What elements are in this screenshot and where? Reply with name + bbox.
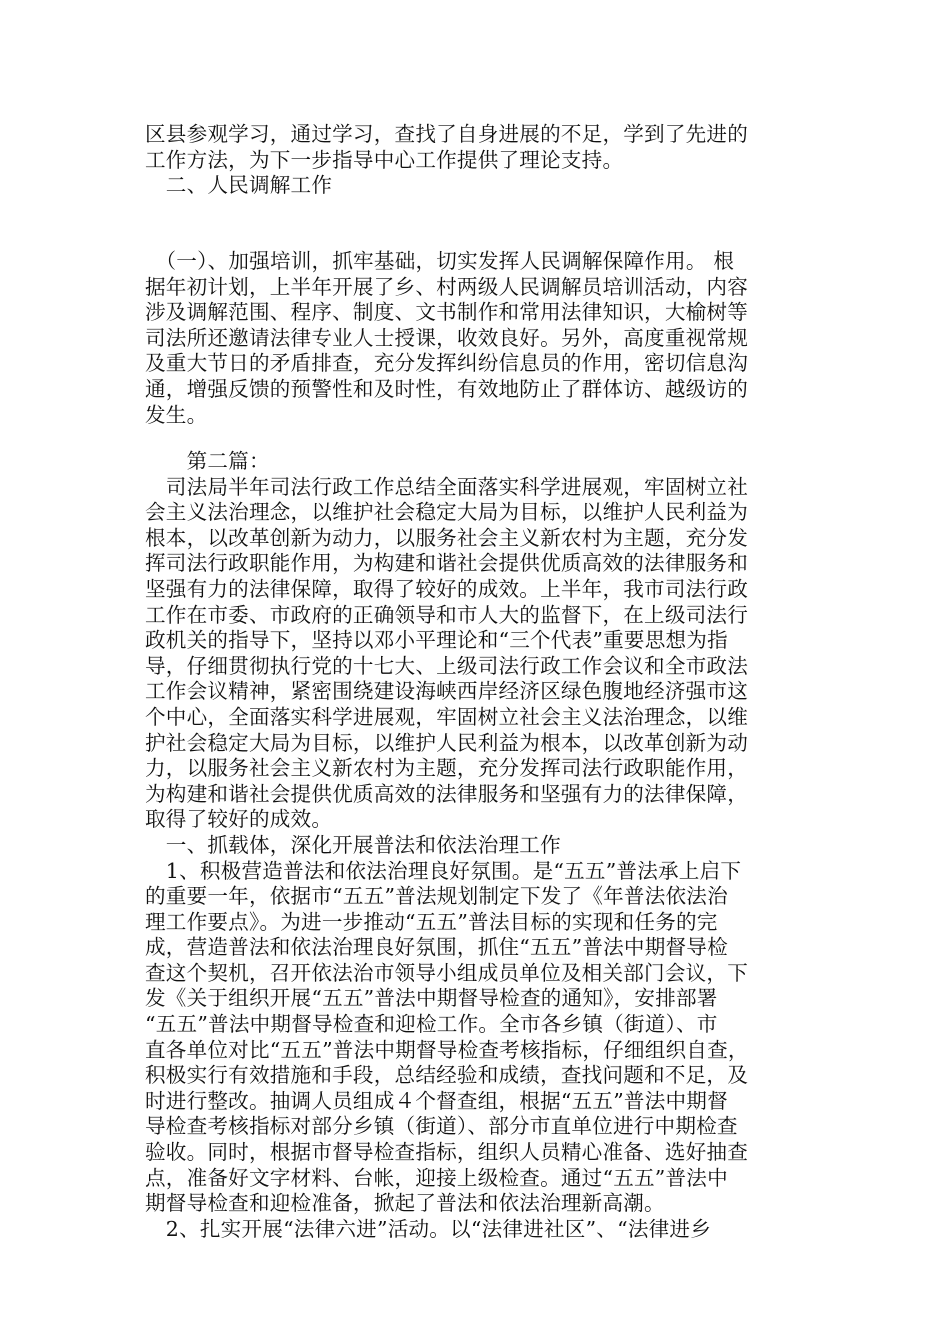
text-line: 发生。 — [145, 402, 208, 427]
text-line: 期督导检查和迎检准备，掀起了普法和依法治理新高潮。 — [145, 1191, 665, 1216]
text-line: 2、扎实开展“法律六进”活动。以“法律进社区”、“法律进乡 — [145, 1216, 711, 1241]
text-line: 成，营造普法和依法治理良好氛围，抓住“五五”普法中期督导检 — [145, 935, 728, 960]
text-block-2 — [145, 249, 810, 428]
section-heading: 一、抓载体，深化开展普法和依法治理工作 — [145, 832, 561, 857]
text-line: 理工作要点》。为进一步推动“五五”普法目标的实现和任务的完 — [145, 909, 718, 934]
text-line: 涉及调解范围、程序、制度、文书制作和常用法律知识，大榆树等 — [145, 300, 749, 325]
text-line: 工作会议精神，紧密围绕建设海峡西岸经济区绿色腹地经济强市这 — [145, 679, 749, 704]
text-line: 验收。同时，根据市督导检查指标，组织人员精心准备、选好抽查 — [145, 1140, 749, 1165]
text-line: 导，仔细贯彻执行党的十七大、上级司法行政工作会议和全市政法 — [145, 653, 749, 678]
text-line: 挥司法行政职能作用，为构建和谐社会提供优质高效的法律服务和 — [145, 551, 749, 576]
section-heading: 二、人民调解工作 — [145, 173, 333, 198]
text-line: 发《关于组织开展“五五”普法中期督导检查的通知》，安排部署 — [145, 986, 718, 1011]
text-line: 工作方法，为下一步指导中心工作提供了理论支持。 — [145, 147, 624, 172]
text-line: 导检查考核指标对部分乡镇（街道）、部分市直单位进行中期检查 — [145, 1114, 738, 1139]
text-line: 取得了较好的成效。 — [145, 807, 333, 832]
text-line: 司法所还邀请法律专业人士授课，收效良好。另外，高度重视常规 — [145, 325, 749, 350]
text-line: 会主义法治理念，以维护社会稳定大局为目标，以维护人民利益为 — [145, 500, 749, 525]
text-line: 时进行整改。抽调人员组成４个督查组，根据“五五”普法中期督 — [145, 1088, 728, 1113]
text-line: 查这个契机，召开依法治市领导小组成员单位及相关部门会议，下 — [145, 960, 749, 985]
text-line: 政机关的指导下，坚持以邓小平理论和“三个代表”重要思想为指 — [145, 628, 728, 653]
text-line: 为构建和谐社会提供优质高效的法律服务和坚强有力的法律保障， — [145, 781, 749, 806]
text-line: 积极实行有效措施和手段，总结经验和成绩，查找问题和不足，及 — [145, 1063, 749, 1088]
text-line: 区县参观学习，通过学习，查找了自身进展的不足，学到了先进的 — [145, 122, 749, 146]
text-line: 工作在市委、市政府的正确领导和市人大的监督下，在上级司法行 — [145, 602, 749, 627]
text-line: 力，以服务社会主义新农村为主题，充分发挥司法行政职能作用， — [145, 756, 749, 781]
text-line: 点，准备好文字材料、台帐，迎接上级检查。通过“五五”普法中 — [145, 1165, 728, 1190]
text-line: 坚强有力的法律保障，取得了较好的成效。上半年，我市司法行政 — [145, 576, 749, 601]
text-line: “五五”普法中期督导检查和迎检工作。全市各乡镇（街道）、市 — [145, 1012, 718, 1037]
text-line: 个中心，全面落实科学进展观，牢固树立社会主义法治理念，以维 — [145, 704, 749, 729]
text-line: 通，增强反馈的预警性和及时性，有效地防止了群体访、越级访的 — [145, 376, 749, 401]
text-line: 护社会稳定大局为目标，以维护人民利益为根本，以改革创新为动 — [145, 730, 749, 755]
chapter-heading: 第二篇： — [145, 449, 270, 473]
text-block-3 — [145, 449, 810, 1242]
text-block-1 — [145, 122, 810, 199]
text-line: 据年初计划，上半年开展了乡、村两级人民调解员培训活动，内容 — [145, 274, 749, 299]
text-line: 及重大节日的矛盾排查，充分发挥纠纷信息员的作用，密切信息沟 — [145, 351, 749, 376]
text-line: 根本，以改革创新为动力，以服务社会主义新农村为主题，充分发 — [145, 525, 749, 550]
text-line: 直各单位对比“五五”普法中期督导检查考核指标，仔细组织自查， — [145, 1037, 749, 1062]
text-line: 的重要一年，依据市“五五”普法规划制定下发了《年普法依法治 — [145, 884, 728, 909]
text-line: （一）、加强培训，抓牢基础，切实发挥人民调解保障作用。 根 — [145, 249, 735, 273]
text-line: 1、积极营造普法和依法治理良好氛围。是“五五”普法承上启下 — [145, 858, 742, 883]
text-line: 司法局半年司法行政工作总结全面落实科学进展观，牢固树立社 — [145, 474, 749, 499]
